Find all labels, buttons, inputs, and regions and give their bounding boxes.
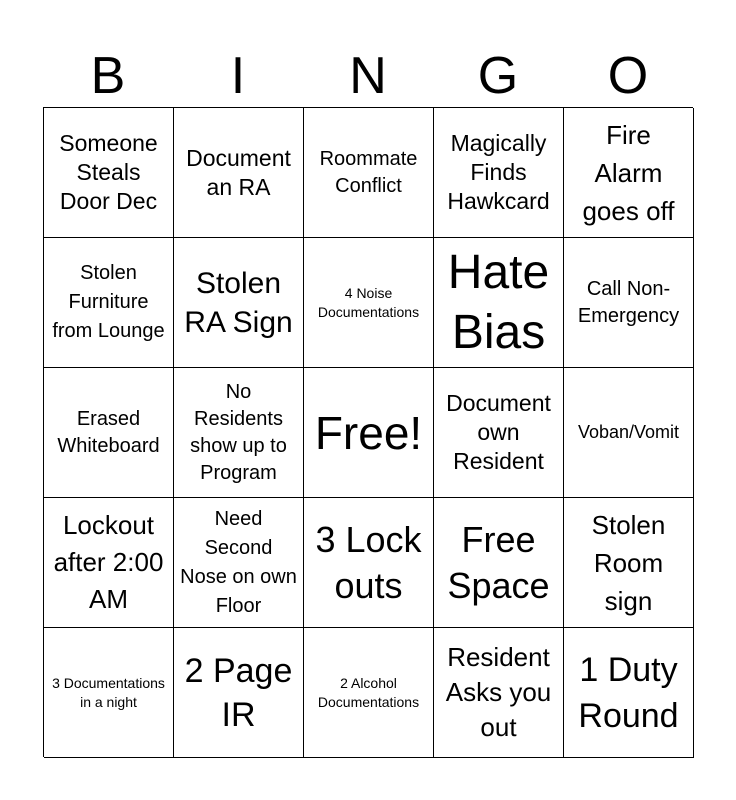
header-letter-n: N — [349, 47, 387, 105]
cell-text: 2 Page IR — [184, 651, 293, 734]
cell-text: Erased Whiteboard — [57, 407, 160, 457]
bingo-cell[interactable] — [304, 108, 434, 238]
header-letter-i: I — [230, 47, 246, 105]
cell-text: Free! — [314, 406, 423, 459]
cell-text: Free Space — [447, 518, 550, 606]
cell-text: Document an RA — [186, 144, 291, 200]
bingo-cell[interactable] — [304, 498, 434, 628]
cell-text: 3 Documentations in a night — [52, 674, 165, 710]
bingo-cell[interactable] — [174, 498, 304, 628]
bingo-cell[interactable] — [174, 108, 304, 238]
cell-text: Need Second Nose on own Floor — [180, 507, 297, 617]
bingo-cell[interactable] — [564, 108, 694, 238]
cell-text: Stolen Furniture from Lounge — [52, 262, 165, 342]
bingo-cell[interactable] — [44, 238, 174, 368]
header-letter-b: B — [90, 47, 126, 105]
bingo-header — [43, 44, 693, 108]
bingo-cell[interactable] — [44, 628, 174, 758]
bingo-cell[interactable] — [174, 628, 304, 758]
header-letter-o: O — [607, 47, 649, 105]
cell-text: Stolen Room sign — [591, 509, 666, 616]
bingo-cell[interactable] — [434, 238, 564, 368]
cell-text: Call Non-Emergency — [577, 277, 680, 327]
bingo-cell[interactable] — [564, 368, 694, 498]
bingo-board — [43, 107, 693, 757]
cell-text: Magically Finds Hawkcard — [447, 130, 550, 214]
cell-text: Fire Alarm goes off — [582, 119, 675, 226]
cell-text: Voban/Vomit — [577, 422, 680, 442]
bingo-cell[interactable] — [564, 628, 694, 758]
bingo-cell[interactable] — [304, 238, 434, 368]
cell-text: Resident Asks you out — [445, 642, 552, 742]
cell-text: 2 Alcohol Documentations — [317, 674, 420, 710]
bingo-cell[interactable] — [564, 498, 694, 628]
cell-text: 4 Noise Documentations — [317, 284, 420, 320]
cell-text: No Residents show up to Program — [190, 380, 287, 484]
bingo-cell[interactable] — [434, 108, 564, 238]
cell-text: Stolen RA Sign — [184, 266, 293, 339]
bingo-cell[interactable] — [44, 498, 174, 628]
bingo-cell[interactable] — [44, 368, 174, 498]
bingo-cell[interactable] — [434, 498, 564, 628]
bingo-cell[interactable] — [174, 238, 304, 368]
cell-text: 1 Duty Round — [578, 650, 679, 735]
bingo-cell[interactable] — [564, 238, 694, 368]
header-letter-g: G — [477, 47, 519, 105]
cell-text: Someone Steals Door Dec — [59, 130, 158, 214]
bingo-cell[interactable] — [174, 368, 304, 498]
bingo-cell[interactable] — [434, 628, 564, 758]
bingo-cell[interactable] — [304, 628, 434, 758]
cell-text: 3 Lock outs — [315, 518, 422, 606]
cell-text: Hate Bias — [447, 245, 550, 359]
cell-text: Document own Resident — [446, 390, 551, 474]
cell-text: Roommate Conflict — [319, 147, 418, 197]
bingo-cell[interactable] — [44, 108, 174, 238]
cell-text: Lockout after 2:00 AM — [53, 510, 164, 614]
bingo-cell[interactable] — [434, 368, 564, 498]
free-cell[interactable] — [304, 368, 434, 498]
